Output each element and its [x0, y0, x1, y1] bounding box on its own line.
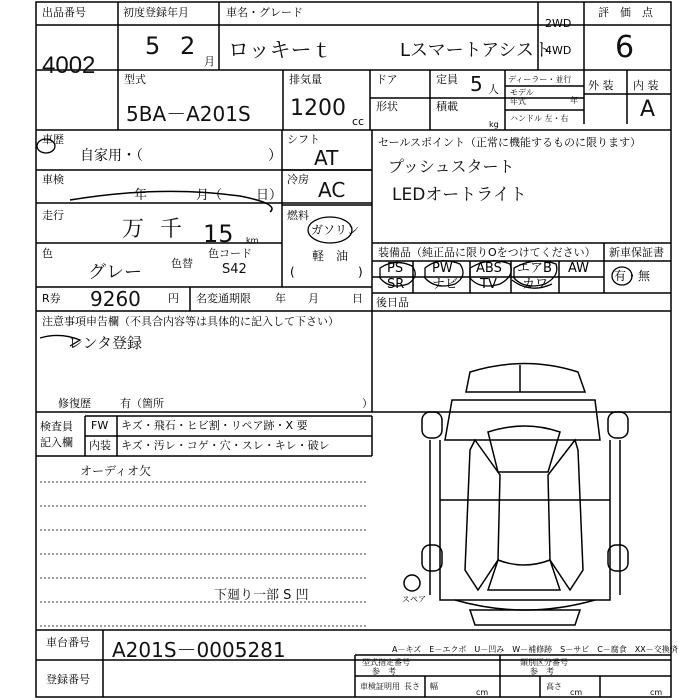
- chassis-label: 車台番号: [46, 636, 90, 649]
- history-label: 車歴: [42, 133, 64, 146]
- model-label: 型式: [124, 73, 146, 86]
- displacement-unit: cc: [352, 115, 365, 128]
- mileage-sen: 千: [160, 217, 183, 242]
- first-reg-month: 2: [180, 32, 196, 60]
- equip-abs: ABS: [476, 261, 502, 276]
- cert-length-label: 長さ: [404, 682, 420, 691]
- later-attach-label: 後日品: [376, 296, 409, 309]
- registration-label: 登録番号: [46, 673, 90, 686]
- recycle-unit: 円: [168, 292, 179, 305]
- spare-label: スペア: [402, 595, 426, 604]
- exterior-label: 外 装: [588, 79, 614, 92]
- score-label: 評 価 点: [598, 6, 653, 19]
- shift-label: シフト: [287, 133, 320, 146]
- meigi-year: 年: [275, 292, 286, 305]
- fuel-gasoline: ガソリン: [311, 223, 360, 237]
- inspection-label: 車検: [42, 173, 64, 186]
- fuel-label: 燃料: [287, 209, 309, 222]
- inspector-fw: FW: [91, 419, 109, 432]
- equip-sr: SR: [387, 277, 405, 292]
- inspector-nai: 内装: [89, 439, 111, 452]
- equip-ps: PS: [387, 261, 404, 276]
- displacement-label: 排気量: [289, 73, 322, 86]
- meigi-month: 月: [308, 292, 319, 305]
- dealer-label: ディーラー・並行: [508, 75, 572, 84]
- model-year-label: モデル 年式: [510, 88, 534, 106]
- drive-4wd: 4WD: [545, 44, 572, 57]
- first-reg-label: 初度登録年月: [123, 6, 189, 19]
- warranty-value: 有・無: [614, 269, 651, 283]
- sales-point-2: LEDオートライト: [392, 185, 527, 205]
- inspector-nai-text: キズ・汚レ・コゲ・穴・スレ・キレ・破レ: [121, 439, 330, 452]
- type-designation-label: 型式指定番号: [362, 658, 410, 667]
- model-value: 5BA－A201S: [126, 102, 251, 126]
- inspector-note-2: 下廻り一部 S 凹: [214, 588, 309, 603]
- first-reg-month-unit: 月: [204, 55, 215, 68]
- inspector-label-2: 記入欄: [40, 436, 73, 449]
- type-designation-sub: 参 考: [372, 667, 396, 676]
- inspection-day: 日）: [256, 188, 283, 203]
- equip-pw: PW: [432, 261, 453, 276]
- inspector-fw-text: キズ・飛石・ヒビ割・リペア跡・X 要: [121, 419, 308, 432]
- mileage-label: 走行: [42, 209, 64, 222]
- color-code-label: 色コード: [208, 247, 252, 260]
- equip-airbag: エアB: [517, 261, 552, 276]
- inspection-month: 月（: [196, 188, 223, 203]
- cert-height-unit: cm: [650, 688, 663, 697]
- color-value: グレー: [88, 262, 142, 283]
- meigi-day: 日: [352, 292, 363, 305]
- notes-label: 注意事項申告欄（不具合内容等は具体的に記入して下さい）: [42, 315, 339, 328]
- color-change-label: 色替: [171, 257, 193, 270]
- equip-leather: カワ: [522, 277, 549, 292]
- load-label: 積載: [436, 100, 458, 113]
- notes-value: レンタ登録: [68, 334, 143, 352]
- mileage-unit: km: [246, 236, 259, 245]
- score-value: 6: [615, 30, 635, 65]
- capacity-value: 5: [470, 72, 483, 96]
- shape-label: 形状: [376, 100, 398, 113]
- model-year-unit: 年: [570, 96, 578, 105]
- inspector-note-1: オーディオ欠: [80, 464, 152, 478]
- interior-label: 内 装: [633, 79, 659, 92]
- mileage-value: 15: [203, 220, 234, 248]
- chassis-value: A201S－0005281: [112, 638, 286, 662]
- mileage-man: 万: [122, 217, 145, 242]
- history-value: 自家用・（: [80, 148, 143, 164]
- color-code-value: S42: [222, 262, 247, 277]
- capacity-label: 定員: [436, 73, 458, 86]
- ac-label: 冷房: [287, 173, 309, 186]
- fuel-paren-open: (: [290, 265, 295, 279]
- handle-label: ハンドル 左・右: [510, 114, 569, 123]
- class-number-label: 類別区分番号: [520, 658, 568, 667]
- name-grade-label: 車名・グレード: [226, 6, 303, 19]
- damage-legend: A－キズ E－エクボ U－凹み W－補修跡 S－サビ C－腐食 XX－交換済: [392, 645, 678, 654]
- history-close: ）: [268, 148, 282, 164]
- first-reg-year: 5: [145, 32, 161, 60]
- repair-value: 有（箇所: [120, 397, 164, 410]
- color-label: 色: [42, 247, 53, 260]
- car-name: ロッキーｔ: [228, 38, 333, 62]
- cert-height-label: 高さ: [546, 682, 562, 691]
- cert-width-label: 幅: [430, 682, 438, 691]
- equipment-label: 装備品（純正品に限りOをつけてください）: [378, 246, 596, 259]
- fuel-paren-close: ): [358, 265, 363, 279]
- equip-navi: ナビ: [432, 277, 459, 292]
- displacement-value: 1200: [290, 96, 346, 121]
- drive-2wd: 2WD: [545, 17, 572, 30]
- warranty-label: 新車保証書: [609, 246, 664, 259]
- cert-label: 車検証明用: [360, 682, 400, 691]
- inspector-label-1: 検査員: [40, 420, 73, 433]
- repair-close: ）: [362, 397, 373, 410]
- interior-value: A: [640, 97, 656, 122]
- shift-value: AT: [314, 146, 339, 170]
- equip-aw: AW: [568, 261, 590, 276]
- cert-length-unit: cm: [476, 688, 489, 697]
- cert-width-unit: cm: [570, 688, 583, 697]
- lot-label: 出品番号: [42, 6, 86, 19]
- capacity-unit: 人: [488, 83, 499, 96]
- lot-number: 4002: [42, 52, 96, 79]
- door-label: ドア: [376, 73, 398, 86]
- sales-points-label: セールスポイント（正常に機能するものに限ります）: [378, 136, 642, 149]
- repair-label: 修復歴: [58, 397, 91, 410]
- ac-value: AC: [318, 178, 346, 202]
- class-number-sub: 参 考: [530, 667, 554, 676]
- meigi-label: 名変通期限: [196, 292, 251, 305]
- load-unit: kg: [489, 120, 499, 129]
- recycle-value: 9260: [90, 287, 141, 311]
- recycle-label: R券: [42, 292, 61, 305]
- car-grade: Lスマートアシスト: [400, 40, 552, 61]
- car-diagram: [404, 364, 628, 626]
- equip-tv: TV: [480, 277, 497, 292]
- fuel-diesel: 軽 油: [312, 249, 349, 263]
- sales-point-1: プッシュスタート: [388, 157, 515, 176]
- inspection-year: 年: [134, 188, 148, 203]
